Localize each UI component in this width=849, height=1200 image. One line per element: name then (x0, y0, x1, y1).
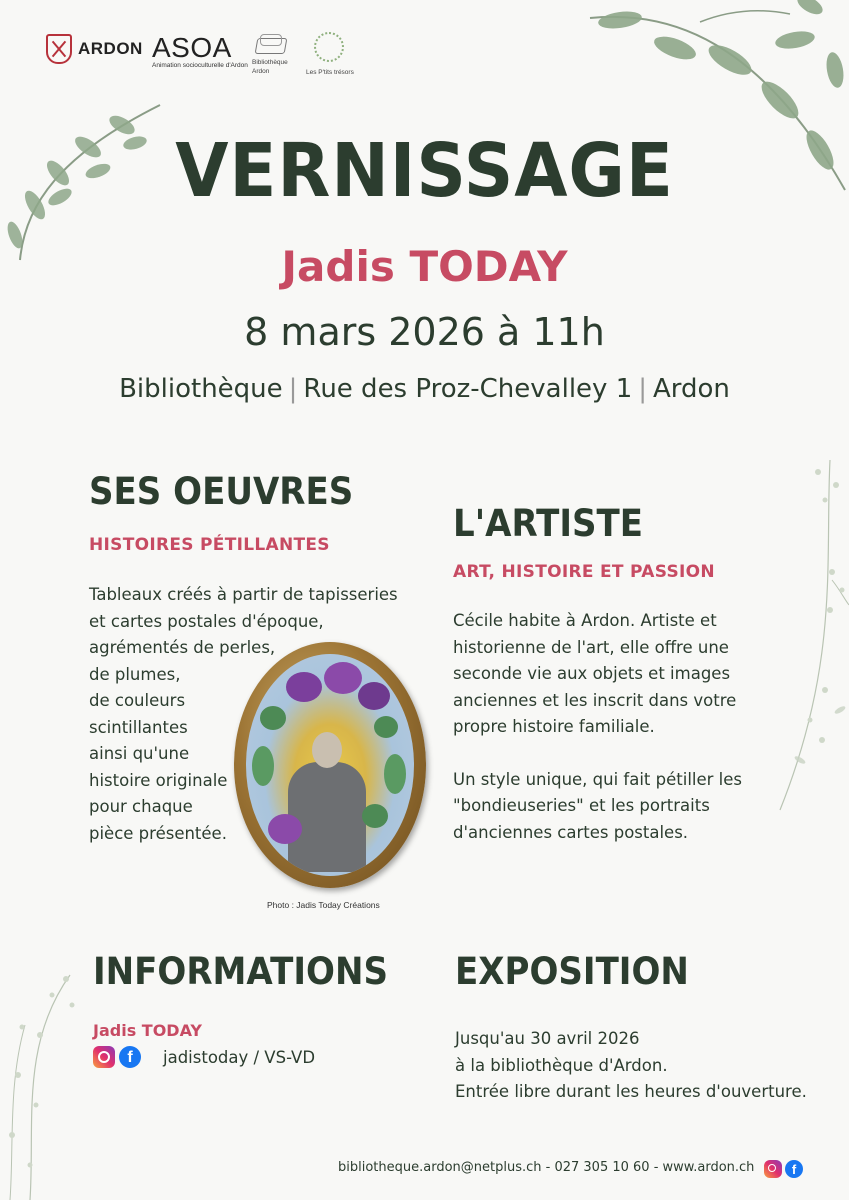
asoa-logo-text: ASOA (152, 32, 232, 63)
oeuvres-line: scintillantes (89, 717, 188, 737)
exposition-line: à la bibliothèque d'Ardon. (455, 1055, 668, 1075)
facebook-icon[interactable]: f (119, 1046, 141, 1068)
event-place-town: Ardon (653, 374, 730, 404)
exposition-title: EXPOSITION (455, 950, 689, 993)
instagram-icon[interactable] (93, 1046, 115, 1068)
oeuvres-subtitle: HISTOIRES PÉTILLANTES (89, 535, 330, 555)
bibliotheque-logo (252, 32, 296, 76)
social-handle: jadistoday / VS-VD (163, 1047, 316, 1067)
oeuvres-line: histoire originale (89, 770, 228, 790)
informations-name: Jadis TODAY (93, 1021, 203, 1040)
asoa-logo (152, 34, 248, 69)
oeuvres-line: ainsi qu'une (89, 744, 190, 763)
wreath-icon (314, 32, 344, 62)
oeuvres-line: de plumes, (89, 664, 181, 684)
ardon-logo (46, 34, 143, 64)
artiste-paragraph-2: Un style unique, qui fait pétiller les "bondieuseries" et les portraits d'anciennes cartes postales. (453, 769, 742, 842)
artiste-text (453, 608, 773, 872)
oeuvres-line: pour chaque (89, 797, 193, 816)
separator: | (638, 374, 647, 404)
artiste-paragraph-1: Cécile habite à Ardon. Artiste et historienne de l'art, elle offre une seconde vie aux objets et images anciennes et les inscrit dans votre propre histoire familiale. (453, 611, 737, 736)
exposition-line: Entrée libre durant les heures d'ouverture. (455, 1082, 807, 1101)
exposition-text (455, 1026, 807, 1106)
oeuvres-line: Tableaux créés à partir de tapisseries (89, 585, 398, 604)
bibliotheque-logo-line2: Ardon (252, 68, 270, 75)
photo-credit: Photo : Jadis Today Créations (267, 900, 380, 910)
footer-contact: bibliotheque.ardon@netplus.ch - 027 305 10 60 - www.ardon.ch (338, 1160, 755, 1175)
event-place-venue: Bibliothèque (119, 374, 283, 404)
oeuvres-line: pièce présentée. (89, 823, 227, 843)
separator: | (288, 374, 298, 404)
footer-social (764, 1160, 803, 1178)
exposition-line: Jusqu'au 30 avril 2026 (455, 1029, 640, 1048)
oeuvres-line: agrémentés de perles, (89, 638, 276, 657)
informations-title: INFORMATIONS (93, 950, 388, 993)
tresors-logo (306, 32, 366, 77)
asoa-logo-subtitle: Animation socioculturelle d'Ardon (152, 62, 248, 69)
bibliotheque-logo-line1: Bibliothèque (252, 59, 288, 66)
event-date: 8 mars 2026 à 11h (244, 310, 605, 354)
ardon-logo-text: ARDON (78, 39, 143, 58)
framed-artwork-image (234, 642, 426, 888)
flower-sprig-bottom-left (0, 965, 90, 1200)
event-place (0, 374, 849, 404)
facebook-icon[interactable]: f (785, 1160, 803, 1178)
informations-social (93, 1046, 315, 1068)
event-name: Jadis TODAY (281, 242, 568, 291)
tresors-logo-text: Les P'tits trésors (306, 69, 354, 76)
event-place-street: Rue des Proz-Chevalley 1 (303, 374, 633, 404)
ardon-crest-icon (46, 34, 72, 64)
page-title: VERNISSAGE (175, 128, 674, 214)
instagram-icon[interactable] (764, 1160, 782, 1178)
artiste-title: L'ARTISTE (453, 502, 644, 545)
oeuvres-title: SES OEUVRES (89, 470, 354, 513)
artiste-subtitle: ART, HISTOIRE ET PASSION (453, 562, 715, 582)
book-icon (254, 32, 286, 58)
oeuvres-line: de couleurs (89, 691, 186, 710)
oeuvres-line: et cartes postales d'époque, (89, 611, 324, 631)
flower-sprig-right (770, 460, 849, 820)
